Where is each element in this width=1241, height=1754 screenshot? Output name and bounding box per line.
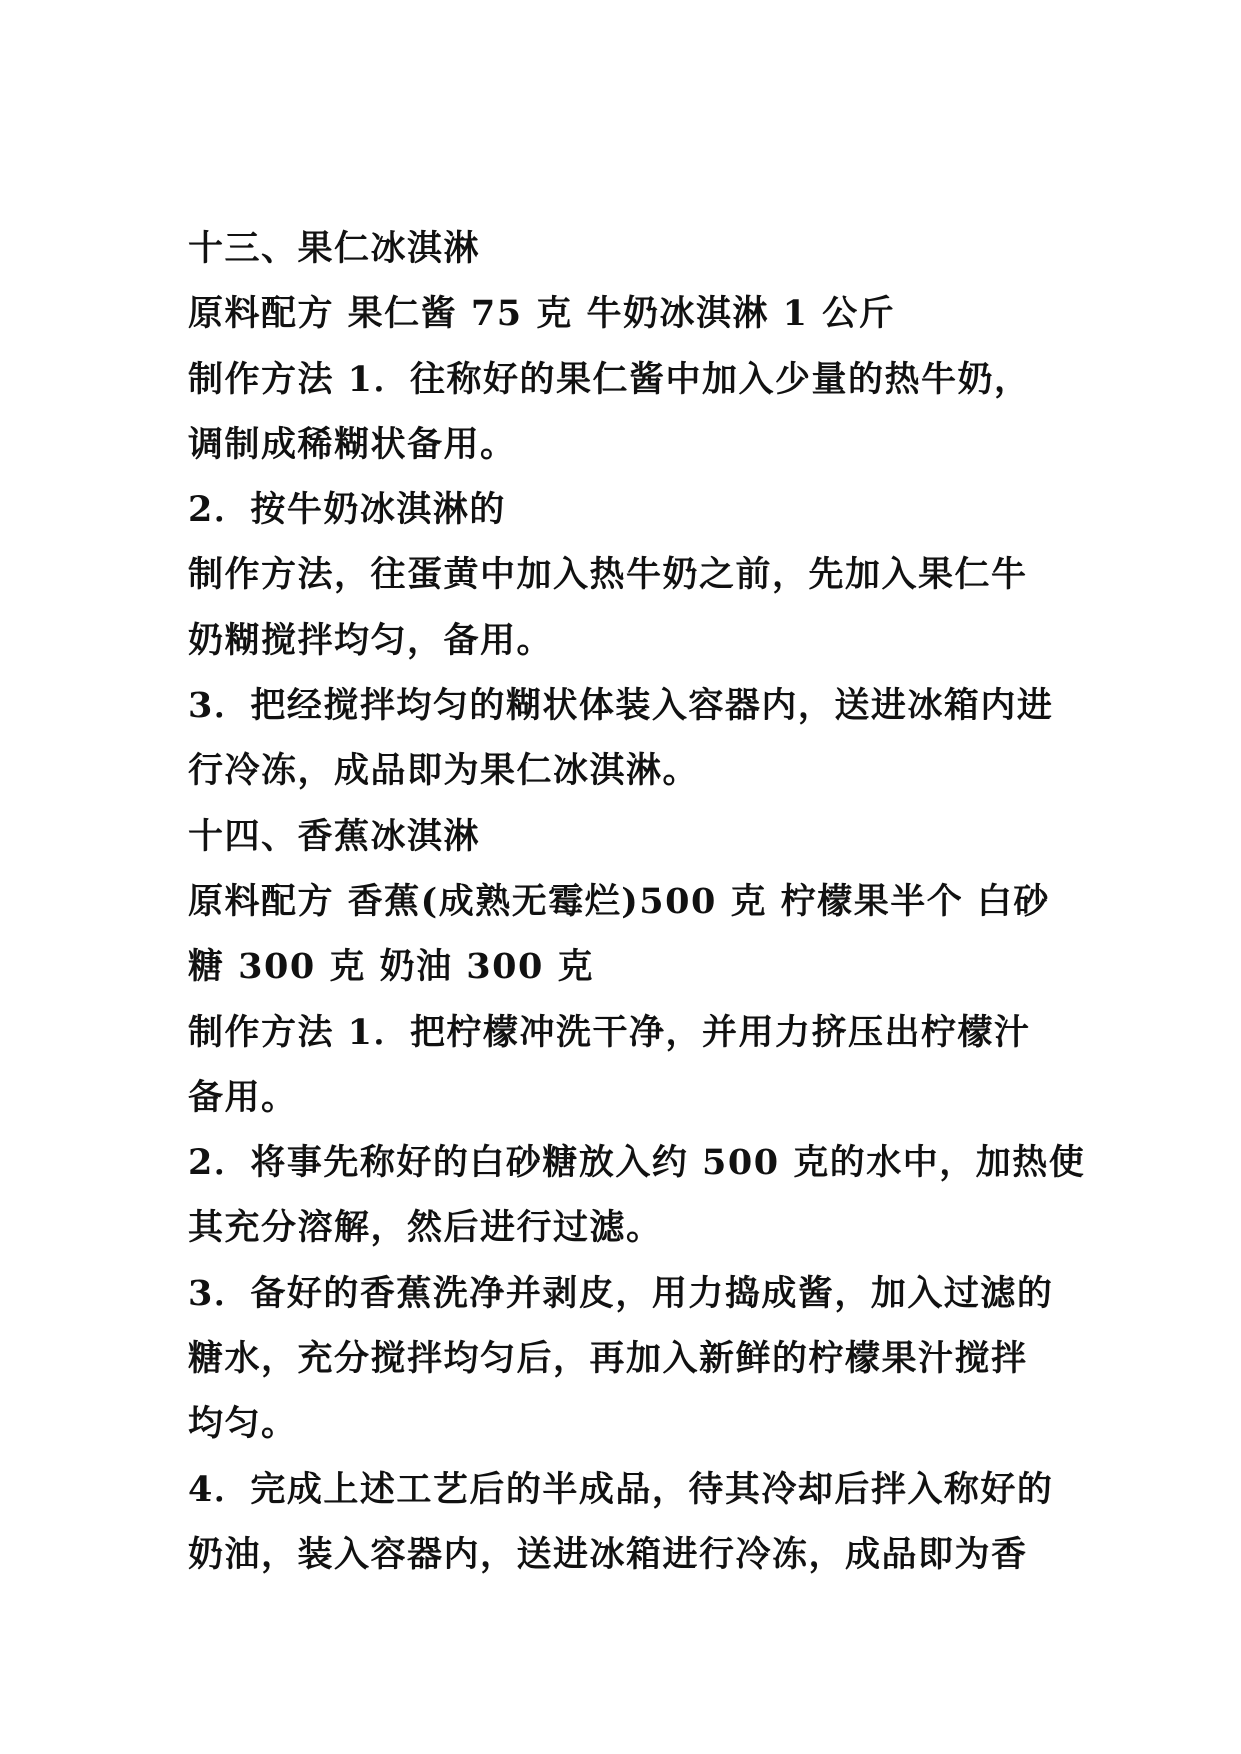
- method-line: 奶油，装入容器内，送进冰箱进行冷冻，成品即为香: [188, 1533, 1028, 1575]
- method-line: 2．按牛奶冰淇淋的: [188, 489, 506, 531]
- ingredients-line: 糖 300 克 奶油 300 克: [188, 946, 595, 988]
- method-line: 备用。: [188, 1076, 298, 1118]
- method-line: 3．把经搅拌均匀的糊状体装入容器内，送进冰箱内进: [188, 685, 1054, 727]
- document-body: [188, 216, 1088, 1587]
- section-heading: 十四、香蕉冰淇淋: [188, 815, 481, 857]
- method-line: 均匀。: [188, 1403, 298, 1445]
- method-line: 2．将事先称好的白砂糖放入约 500 克的水中，加热使: [188, 1142, 1086, 1184]
- method-line: 其充分溶解，然后进行过滤。: [188, 1207, 663, 1249]
- ingredients-line: 原料配方 果仁酱 75 克 牛奶冰淇淋 1 公斤: [188, 293, 896, 335]
- method-line: 糖水，充分搅拌均匀后，再加入新鲜的柠檬果汁搅拌: [188, 1338, 1028, 1380]
- method-line: 制作方法 1．往称好的果仁酱中加入少量的热牛奶，: [188, 358, 1031, 400]
- method-line: 制作方法，往蛋黄中加入热牛奶之前，先加入果仁牛: [188, 554, 1028, 596]
- recipe-section-14: [188, 804, 1088, 1588]
- recipe-section-13: [188, 216, 1088, 804]
- section-heading: 十三、果仁冰淇淋: [188, 228, 481, 269]
- ingredients-line: 原料配方 香蕉(成熟无霉烂)500 克 柠檬果半个 白砂: [188, 880, 1050, 922]
- method-line: 行冷冻，成品即为果仁冰淇淋。: [188, 750, 700, 792]
- method-line: 3．备好的香蕉洗净并剥皮，用力捣成酱，加入过滤的: [188, 1272, 1054, 1314]
- method-line: 4．完成上述工艺后的半成品，待其冷却后拌入称好的: [188, 1468, 1054, 1510]
- method-line: 制作方法 1．把柠檬冲洗干净，并用力挤压出柠檬汁: [188, 1011, 1031, 1053]
- method-line: 奶糊搅拌均匀，备用。: [188, 619, 554, 661]
- method-line: 调制成稀糊状备用。: [188, 423, 517, 465]
